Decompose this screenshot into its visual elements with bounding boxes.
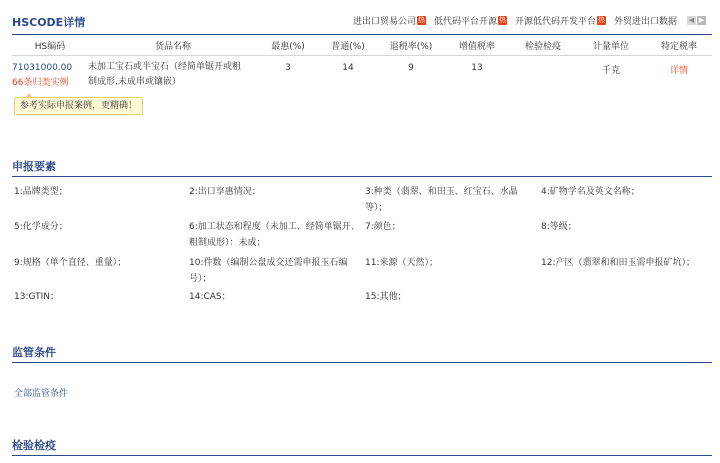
goods-name-line2: 制成形,未成串或镶嵌） [88, 76, 181, 87]
supervision-title: 监管条件 [12, 346, 56, 359]
cell-unit: 千克 [601, 65, 620, 76]
declaration-item-text: 1:品牌类型； [14, 187, 68, 197]
declaration-item [189, 219, 360, 251]
col-unit: 计量单位 [576, 37, 646, 55]
scroll-prev-button[interactable]: ◀ [688, 16, 695, 24]
col-mfn-rate: 最惠(%) [258, 37, 318, 55]
hot-badge: 热 [498, 16, 506, 24]
goods-name-line1: 未加工宝石或半宝石（经简单锯开或粗 [88, 61, 242, 72]
col-rebate-rate: 退税率(%) [378, 37, 444, 55]
supervision-divider [12, 362, 712, 363]
declaration-item [14, 255, 126, 271]
declaration-item-text: 3:种类（翡翠、和田玉、红宝石、水晶 [365, 187, 518, 197]
declaration-item [189, 255, 348, 287]
declaration-item [14, 219, 68, 235]
inspection-title: 检验检疫 [12, 439, 56, 452]
top-links [353, 14, 706, 27]
cell-goods-name [88, 55, 258, 90]
hot-badge: 热 [417, 16, 425, 24]
declaration-item [541, 255, 695, 271]
link-label: 外贸进出口数据 [613, 17, 677, 27]
declaration-item [541, 184, 640, 200]
link-open-lowcode-platform[interactable] [515, 14, 606, 27]
declaration-item-text: 12:产区（翡翠和和田玉需申报矿坑）； [541, 258, 695, 268]
declaration-item-text-cont: 号）； [189, 274, 212, 284]
declaration-item-text: 14:CAS； [189, 292, 231, 302]
declaration-item [189, 184, 261, 200]
declaration-item [14, 289, 59, 305]
link-lowcode-open[interactable] [434, 14, 507, 27]
col-hs-code: HS编码 [12, 37, 88, 55]
cell-mfn-rate: 3 [285, 62, 291, 73]
special-rate-detail-link[interactable]: 详情 [669, 65, 688, 76]
cell-general-rate: 14 [342, 62, 354, 73]
cell-hs-code [12, 55, 88, 90]
link-trade-data[interactable] [614, 14, 677, 27]
col-vat-rate: 增值税率 [444, 37, 510, 55]
col-general-rate: 普通(%) [318, 37, 378, 55]
declaration-item-text-cont: 等）； [365, 203, 388, 213]
declaration-item-text: 9:规格（单个直径、重量）； [14, 258, 127, 268]
declaration-tip: 参考实际申报案例，更精确！ [14, 97, 143, 115]
link-trade-company[interactable] [353, 14, 426, 27]
classification-cases-link[interactable]: 66条归类实例 [12, 77, 69, 88]
declaration-item-text: 13:GTIN； [14, 292, 60, 302]
hs-table [12, 37, 712, 90]
declaration-item-text: 6:加工状态和程度（未加工、经简单锯开、 [189, 222, 360, 232]
col-special-rate: 特定税率 [646, 37, 712, 55]
inspection-divider [12, 455, 712, 456]
declaration-item [14, 184, 68, 200]
declaration-item-text: 8:等级； [541, 222, 577, 232]
declaration-item [365, 184, 518, 216]
page-title: HSCODE详情 [12, 16, 86, 29]
declaration-item-text: 15:其他； [365, 292, 407, 302]
hs-code-value: 71031000.00 [12, 62, 73, 73]
cell-vat-rate: 13 [471, 62, 483, 73]
col-inspection: 检验检疫 [510, 37, 576, 55]
hot-badge: 热 [597, 16, 605, 24]
ad-scroll-controls [687, 16, 706, 25]
link-label: 进出口贸易公司 [352, 17, 416, 27]
declaration-item [365, 255, 438, 271]
declaration-item [189, 289, 231, 305]
declaration-item [365, 289, 407, 305]
declaration-item [365, 219, 401, 235]
cell-rebate-rate: 9 [408, 62, 414, 73]
declaration-item-text-cont: 粗制成形）：未成； [189, 238, 266, 248]
link-label: 开源低代码开发平台 [514, 17, 596, 27]
all-supervision-conditions-link[interactable]: 全部监管条件 [14, 389, 69, 399]
declaration-item-text: 2:出口享惠情况； [189, 187, 261, 197]
table-row [12, 55, 712, 90]
scroll-next-button[interactable]: ▶ [698, 16, 705, 24]
declaration-item [541, 219, 577, 235]
declaration-divider [12, 176, 712, 177]
cell-inspection [510, 55, 576, 90]
declaration-title: 申报要素 [12, 160, 56, 173]
declaration-item-text: 10:件数（编制公盘成交还需申报玉石编 [189, 258, 348, 268]
table-header-row [12, 37, 712, 55]
declaration-item-text: 5:化学成分； [14, 222, 68, 232]
title-divider [12, 34, 712, 35]
col-goods-name: 货品名称 [88, 37, 258, 55]
declaration-item-text: 7:颜色； [365, 222, 401, 232]
declaration-item-text: 4:矿物学名及英文名称； [541, 187, 640, 197]
declaration-item-text: 11:来源（天然）； [365, 258, 438, 268]
cell-special-rate [646, 55, 712, 90]
link-label: 低代码平台开源 [433, 17, 497, 27]
